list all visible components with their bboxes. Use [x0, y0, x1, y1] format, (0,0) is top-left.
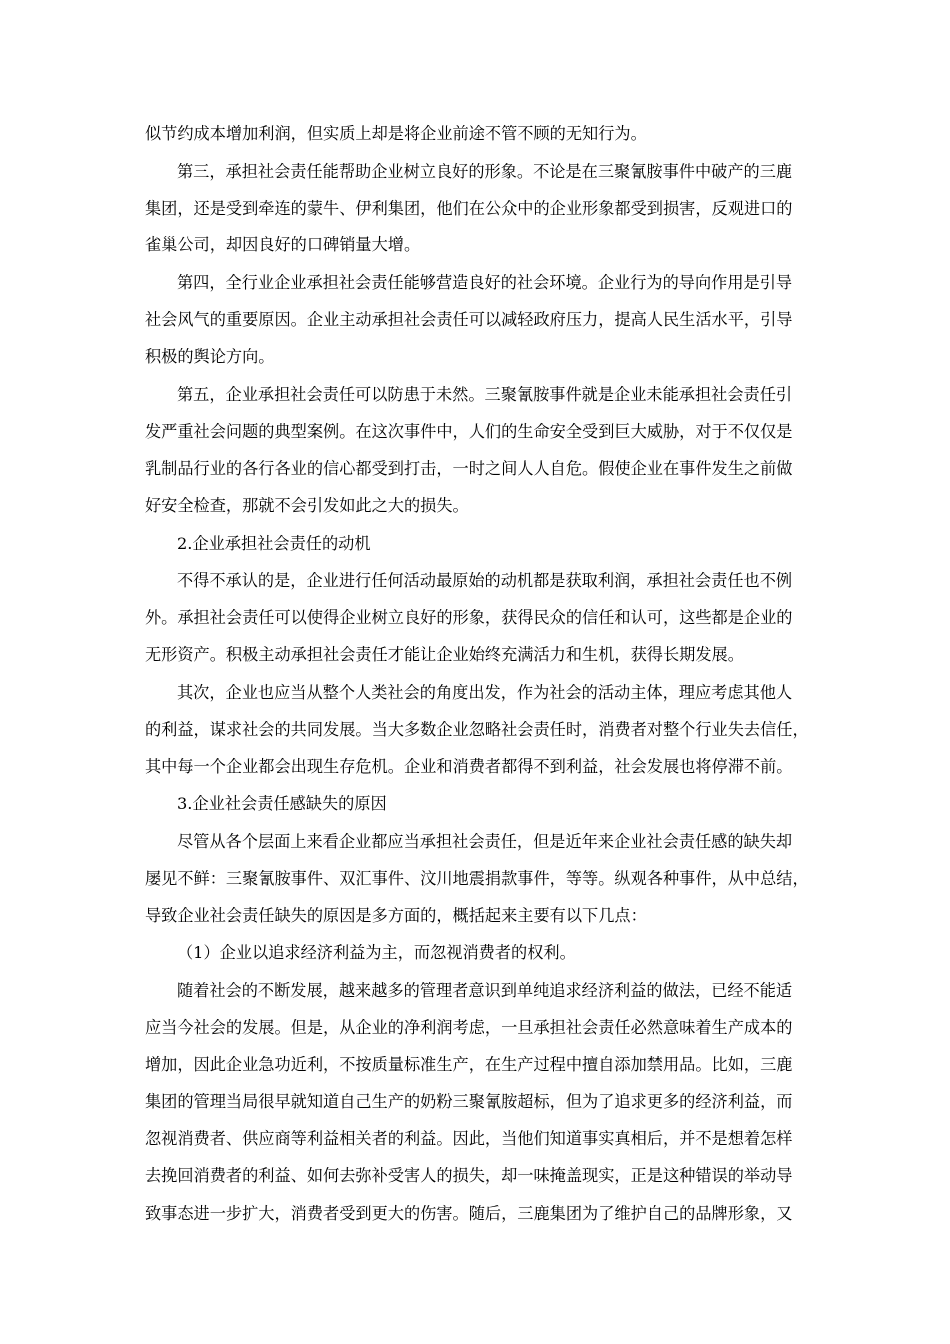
text-line: 致事态进一步扩大，消费者受到更大的伤害。随后，三鹿集团为了维护自己的品牌形象，又 — [145, 1204, 793, 1223]
text-line: 去挽回消费者的利益、如何去弥补受害人的损失，却一味掩盖现实，正是这种错误的举动导 — [145, 1166, 793, 1185]
text-line: 乳制品行业的各行各业的信心都受到打击，一时之间人人自危。假使企业在事件发生之前做 — [145, 459, 793, 478]
text-line: 好安全检查，那就不会引发如此之大的损失。 — [145, 496, 469, 515]
section-heading: 2.企业承担社会责任的动机 — [177, 534, 371, 553]
text-line: 增加，因此企业急功近利，不按质量标准生产，在生产过程中擅自添加禁用品。比如，三鹿 — [145, 1055, 793, 1074]
text-line: 屡见不鲜：三聚氰胺事件、双汇事件、汶川地震捐款事件，等等。纵观各种事件，从中总结， — [145, 869, 809, 888]
paragraph-line: 尽管从各个层面上来看企业都应当承担社会责任，但是近年来企业社会责任感的缺失却 — [177, 832, 793, 851]
paragraph-line: 不得不承认的是，企业进行任何活动最原始的动机都是获取利润，承担社会责任也不例 — [177, 571, 793, 590]
text-line: 积极的舆论方向。 — [145, 347, 275, 366]
text-line: 应当今社会的发展。但是，从企业的净利润考虑，一旦承担社会责任必然意味着生产成本的 — [145, 1018, 793, 1037]
text-line: 发严重社会问题的典型案例。在这次事件中，人们的生命安全受到巨大威胁，对于不仅仅是 — [145, 422, 793, 441]
section-heading: 3.企业社会责任感缺失的原因 — [177, 794, 387, 813]
text-line: 导致企业社会责任缺失的原因是多方面的，概括起来主要有以下几点： — [145, 906, 647, 925]
paragraph-line: 第四，全行业企业承担社会责任能够营造良好的社会环境。企业行为的导向作用是引导 — [177, 273, 793, 292]
text-line: 社会风气的重要原因。企业主动承担社会责任可以减轻政府压力，提高人民生活水平，引导 — [145, 310, 793, 329]
text-line: 似节约成本增加利润，但实质上却是将企业前途不管不顾的无知行为。 — [145, 124, 647, 143]
paragraph-line: 第三，承担社会责任能帮助企业树立良好的形象。不论是在三聚氰胺事件中破产的三鹿 — [177, 162, 793, 181]
text-line: 忽视消费者、供应商等利益相关者的利益。因此，当他们知道事实真相后，并不是想着怎样 — [145, 1129, 793, 1148]
text-line: 集团的管理当局很早就知道自己生产的奶粉三聚氰胺超标，但为了追求更多的经济利益，而 — [145, 1092, 793, 1111]
text-line: 无形资产。积极主动承担社会责任才能让企业始终充满活力和生机，获得长期发展。 — [145, 645, 744, 664]
text-line: 外。承担社会责任可以使得企业树立良好的形象，获得民众的信任和认可，这些都是企业的 — [145, 608, 793, 627]
text-line: 其中每一个企业都会出现生存危机。企业和消费者都得不到利益，社会发展也将停滞不前。 — [145, 757, 793, 776]
paragraph-line: 第五，企业承担社会责任可以防患于未然。三聚氰胺事件就是企业未能承担社会责任引 — [177, 385, 793, 404]
subsection-heading: （1）企业以追求经济利益为主，而忽视消费者的权利。 — [177, 943, 576, 962]
paragraph-line: 其次，企业也应当从整个人类社会的角度出发，作为社会的活动主体，理应考虑其他人 — [177, 683, 793, 702]
paragraph-line: 随着社会的不断发展，越来越多的管理者意识到单纯追求经济利益的做法，已经不能适 — [177, 981, 793, 1000]
text-line: 集团，还是受到牵连的蒙牛、伊利集团，他们在公众中的企业形象都受到损害，反观进口的 — [145, 199, 793, 218]
text-line: 雀巢公司，却因良好的口碑销量大增。 — [145, 235, 421, 254]
text-line: 的利益，谋求社会的共同发展。当大多数企业忽略社会责任时，消费者对整个行业失去信任， — [145, 720, 809, 739]
